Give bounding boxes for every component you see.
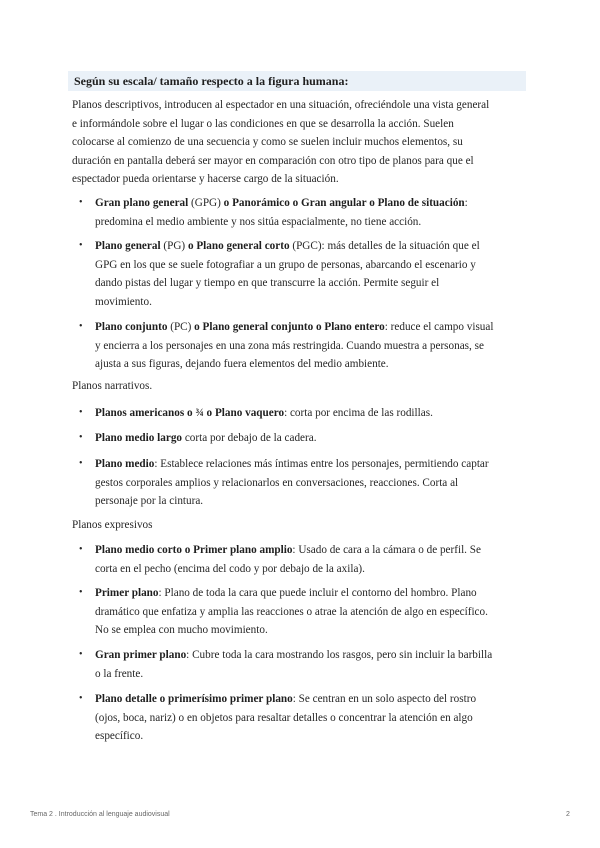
list-item-pc — [95, 318, 535, 374]
bold-term: Plano conjunto — [95, 321, 168, 333]
text-line: movimiento. — [95, 295, 152, 308]
text-line: ajusta a sus figuras, dejando fuera elementos del medio ambiente. — [95, 358, 389, 370]
text-run: corta por debajo de la cadera. — [182, 432, 317, 444]
text-run: : — [464, 197, 468, 209]
item-first-line — [95, 404, 535, 423]
text-line: Planos descriptivos, introducen al espectador en una situación, ofreciéndole una vista general — [72, 99, 490, 111]
text-run: (PG) — [160, 240, 188, 252]
bold-term: Planos americanos o ¾ o Plano vaquero — [95, 407, 285, 419]
text-line: e informándole sobre el lugar o las condiciones en que se desarrolla la acción. Suelen — [72, 117, 454, 130]
intro-paragraph — [72, 96, 532, 189]
text-line: específico. — [95, 730, 144, 742]
item-first-line — [95, 318, 535, 337]
section-heading: Según su escala/ tamaño respecto a la figura humana: — [74, 74, 349, 88]
bullet-icon: • — [79, 432, 83, 443]
text-line: y encierra a los personajes en una zona más restringida. Cuando muestra a personas, se — [95, 339, 484, 352]
text-run: (PC) — [167, 321, 195, 333]
bold-term: o Plano general conjunto o Plano entero — [194, 321, 385, 333]
item-first-line — [95, 541, 535, 560]
expressive-label: Planos expresivos — [72, 519, 153, 531]
bold-term: Primer plano — [95, 587, 159, 599]
bullet-icon: • — [79, 544, 83, 555]
text-line: duración en pantalla deberá ser mayor en comparación con otro tipo de planos para que el — [72, 154, 474, 167]
bold-term: Plano general — [95, 240, 161, 252]
text-line: dramático que enfatiza y amplia las reacciones o atrae la atención de algo en específico. — [95, 605, 488, 618]
text-run: : Se centran en un solo aspecto del rostro — [292, 693, 477, 705]
bold-term: Plano medio — [95, 458, 155, 470]
bullet-icon: • — [79, 240, 83, 251]
text-line: o la frente. — [95, 667, 144, 680]
bold-term: Gran plano general — [95, 197, 189, 209]
text-line: corta en el pecho (encima del codo y por debajo de la axila). — [95, 562, 365, 575]
bullet-icon: • — [79, 649, 83, 660]
text-line: espectador pueda orientarse y hacerse cargo de la situación. — [72, 173, 339, 185]
list-item-gpg — [95, 194, 535, 231]
list-item-gran-primer-plano — [95, 646, 535, 683]
list-item-medio-corto — [95, 541, 535, 578]
text-run: (PGC): más detalles de la situación que el — [289, 240, 480, 252]
text-line: personaje por la cintura. — [95, 495, 204, 507]
list-item-primer-plano — [95, 584, 535, 640]
item-first-line — [95, 690, 535, 709]
item-first-line — [95, 584, 535, 603]
item-first-line — [95, 646, 535, 665]
item-first-line — [95, 194, 535, 213]
text-run: : reduce el campo visual — [384, 321, 494, 333]
text-run: : Plano de toda la cara que puede incluir el contorno del hombro. Plano — [158, 587, 477, 599]
text-run: : Usado de cara a la cámara o de perfil. Se — [292, 544, 481, 556]
bullet-icon: • — [79, 458, 83, 469]
text-run: (GPG) — [188, 197, 224, 209]
bullet-icon: • — [79, 693, 83, 704]
text-line: predomina el medio ambiente y nos sitúa espacialmente, no tiene acción. — [95, 215, 422, 228]
item-first-line — [95, 455, 535, 474]
item-first-line — [95, 237, 535, 256]
bold-term: Plano medio largo — [95, 432, 183, 444]
text-line: (ojos, boca, nariz) o en objetos para resaltar detalles o concentrar la atención en algo — [95, 711, 473, 724]
list-item-medio-largo — [95, 429, 535, 448]
text-run: : corta por encima de las rodillas. — [284, 407, 433, 419]
bold-term: o Panorámico o Gran angular o Plano de situación — [223, 197, 465, 209]
page-number: 2 — [566, 811, 570, 818]
bullet-icon: • — [79, 587, 83, 598]
narrative-label: Planos narrativos. — [72, 380, 153, 392]
text-line: gestos corporales amplios y relacionarlos en conversaciones, reacciones. Corta al — [95, 476, 459, 489]
bullet-icon: • — [79, 407, 83, 418]
text-line: dando pistas del lugar y tiempo en que transcurre la acción. Permite seguir el — [95, 277, 440, 289]
bold-term: o Plano general corto — [187, 240, 290, 252]
item-first-line — [95, 429, 535, 448]
list-item-detalle — [95, 690, 535, 746]
list-item-medio — [95, 455, 535, 511]
text-line: No se emplea con mucho movimiento. — [95, 624, 268, 636]
bold-term: Gran primer plano — [95, 649, 187, 661]
text-run: : Establece relaciones más íntimas entre los personajes, permitiendo captar — [154, 458, 489, 470]
bold-term: Plano medio corto o Primer plano amplio — [95, 544, 293, 556]
list-item-americano — [95, 404, 535, 423]
bold-term: Plano detalle o primerísimo primer plano — [95, 693, 293, 705]
bullet-icon: • — [79, 321, 83, 332]
footer-title: Tema 2 . Introducción al lenguaje audiovisual — [30, 811, 170, 818]
text-line: colocarse al comienzo de una secuencia y como se suelen incluir muchos elementos, su — [72, 136, 463, 148]
text-line: GPG en los que se suele fotografiar a un grupo de personas, abarcando el escenario y — [95, 258, 476, 271]
bullet-icon: • — [79, 197, 83, 208]
text-run: : Cubre toda la cara mostrando los rasgos, pero sin incluir la barbilla — [186, 649, 493, 661]
list-item-pg — [95, 237, 535, 311]
